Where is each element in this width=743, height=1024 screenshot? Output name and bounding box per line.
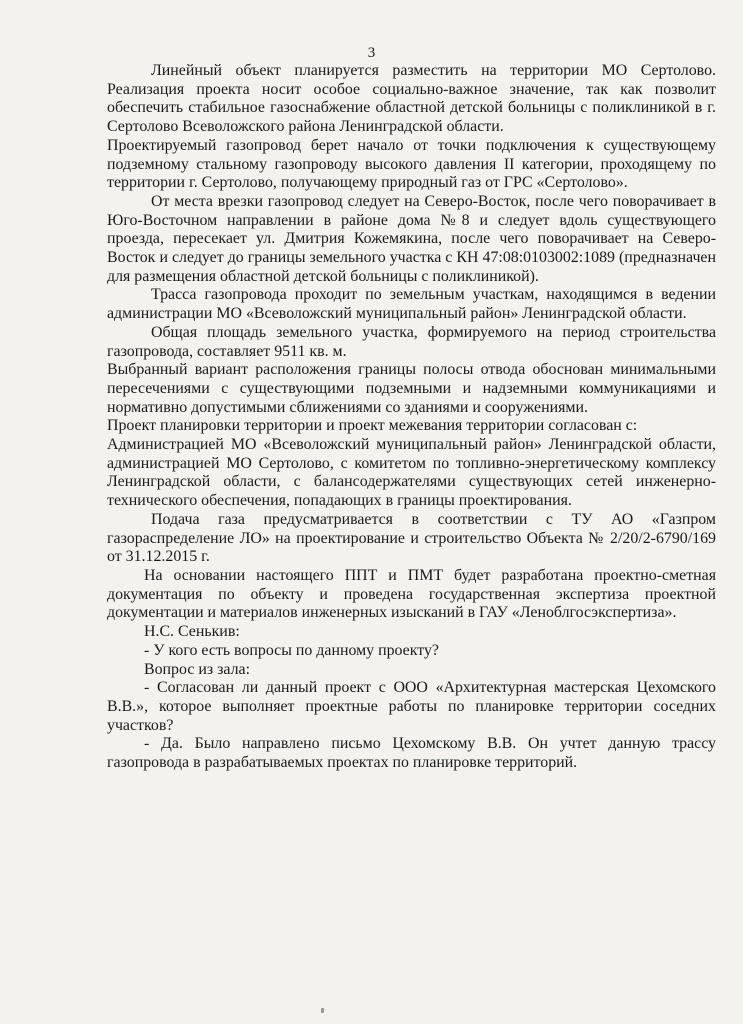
audience-question: - Согласован ли данный проект с ООО «Архитектурная мастерская Цехомского В.В.», которое выполняет проектные работы по планировке территории соседних участков?	[107, 679, 716, 734]
document-body	[107, 62, 716, 773]
paragraph-4: Трасса газопровода проходит по земельным участкам, находящимся в ведении администрации МО «Всеволожский муниципальный район» Ленинградской области.	[107, 286, 716, 323]
speaker-question: - У кого есть вопросы по данному проекту?	[144, 641, 439, 659]
paragraph-5: Общая площадь земельного участка, формируемого на период строительства газопровода, составляет 9511 кв. м.	[107, 323, 716, 360]
paragraph-9: Подача газа предусматривается в соответствии с ТУ АО «Газпром газораспределение ЛО» на проектирование и строительство Объекта № 2/20/2-6790/169 от 31.12.2015 г.	[107, 510, 716, 566]
paragraph-10: На основании настоящего ППТ и ПМТ будет разработана проектно-сметная документация по объекту и проведена государственная экспертиза проектной документации и материалов инженерных изысканий в ГАУ «Леноблгосэкспертиза».	[107, 566, 716, 622]
paragraph-2: Проектируемый газопровод берет начало от точки подключения к существующему подземному стальному газопроводу высокого давления II категории, проходящему по территории г. Сертолово, получающему природный газ от ГРС «Сертолово».	[107, 136, 716, 192]
audience-label: Вопрос из зала:	[144, 660, 250, 678]
paragraph-3: От места врезки газопровод следует на Северо-Восток, после чего поворачивает в Юго-Восточном направлении в районе дома №8 и следует вдоль существующего проезда, пересекает ул. Дмитрия Кожемякина, после чего поворачивает на Северо-Восток и следует до границы земельного участка с КН 47:08:0103002:1089 (предназначен для размещения областной детской больницы с поликлиникой).	[107, 192, 716, 285]
page-number: 3	[367, 45, 376, 61]
paragraph-6: Выбранный вариант расположения границы полосы отвода обоснован минимальными пересечениями с существующими подземными и надземными коммуникациями и нормативно допустимыми сближениями со зданиями и сооружениями.	[107, 361, 716, 416]
paragraph-8: Администрацией МО «Всеволожский муниципальный район» Ленинградской области, администрацией МО Сертолово, с комитетом по топливно-энергетическому комплексу Ленинградской области, с балансодержателями существующих сетей инженерно-технического обеспечения, попадающих в границы проектирования.	[107, 436, 716, 510]
scan-mark	[321, 1008, 324, 1013]
speaker-name: Н.С. Сенькив:	[144, 623, 240, 641]
answer: - Да. Было направлено письмо Цехомскому В.В. Он учтет данную трассу газопровода в разрабатываемых проектах по планировке территорий.	[107, 735, 716, 772]
paragraph-1: Линейный объект планируется разместить на территории МО Сертолово. Реализация проекта носит особое социально-важное значение, так как позволит обеспечить стабильное газоснабжение областной детской больницы с поликлиникой в г. Сертолово Всеволожского района Ленинградской области.	[107, 62, 716, 136]
paragraph-7: Проект планировки территории и проект межевания территории согласован с:	[107, 417, 638, 435]
